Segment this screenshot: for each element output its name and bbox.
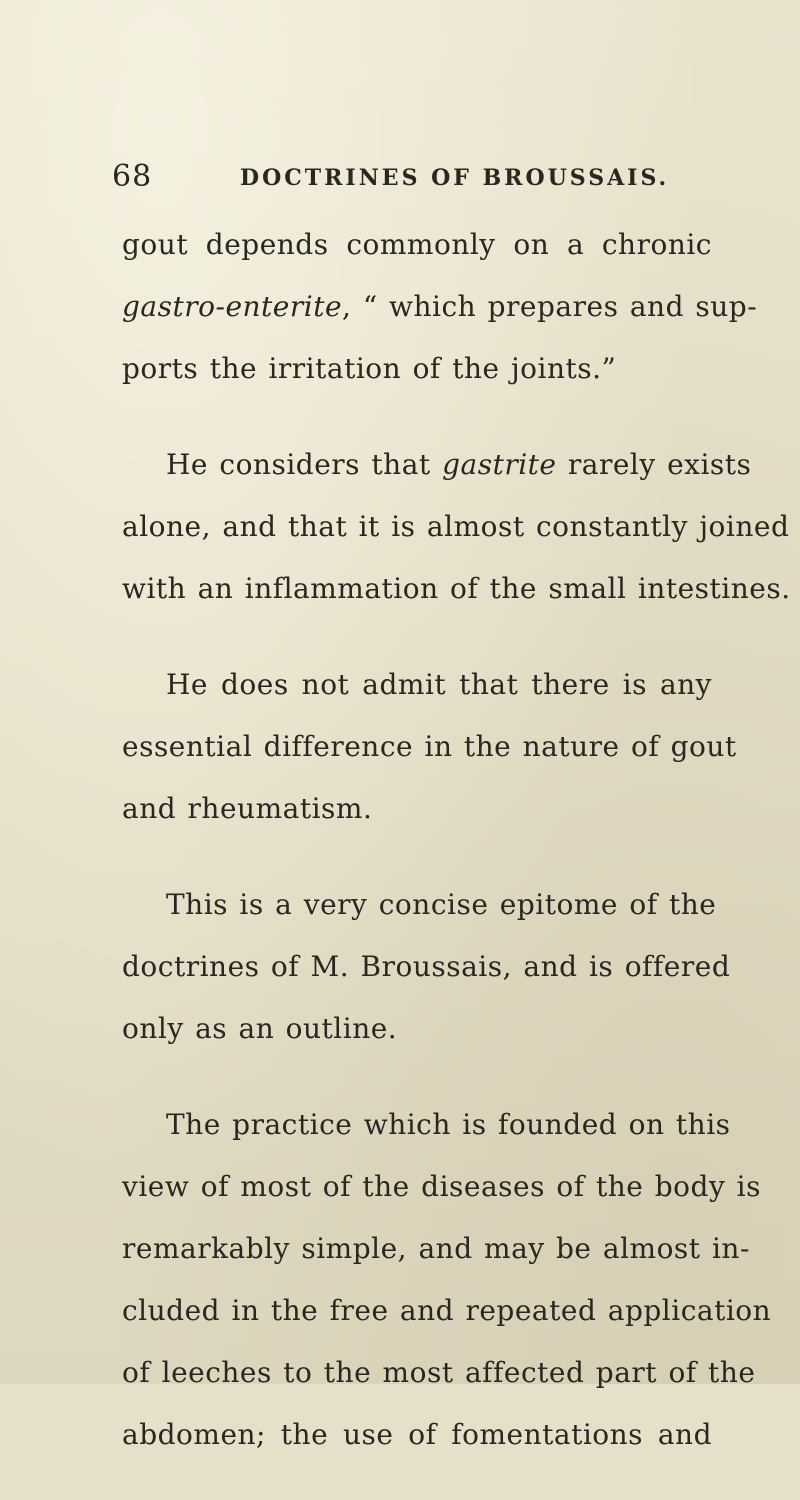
paragraph-4 <box>122 874 731 1060</box>
text-line: The practice which is founded on this <box>166 1108 731 1141</box>
text-line: gastro-enterite, “ which prepares and sup- <box>122 290 758 323</box>
text-line: cluded in the free and repeated application <box>122 1294 772 1327</box>
paragraph-2 <box>122 434 791 620</box>
italic-term: gastrite <box>442 448 557 481</box>
text-line: view of most of the diseases of the body is <box>122 1170 761 1203</box>
text-line: ports the irritation of the joints.” <box>122 352 617 385</box>
paragraph-3 <box>122 654 737 840</box>
text-line: of leeches to the most affected part of the <box>122 1356 756 1389</box>
text-line: and rheumatism. <box>122 792 373 825</box>
text-line: essential difference in the nature of gout <box>122 730 737 763</box>
body-text <box>122 214 791 1500</box>
text-line: with an inflammation of the small intestines. <box>122 572 791 605</box>
page-number: 68 <box>112 159 153 194</box>
text-line: remarkably simple, and may be almost in- <box>122 1232 750 1265</box>
paragraph-5 <box>122 1094 772 1466</box>
text-line: doctrines of M. Broussais, and is offered <box>122 950 731 983</box>
text-line: He does not admit that there is any <box>166 668 712 701</box>
text-line: gout depends commonly on a chronic <box>122 228 712 261</box>
page-header <box>0 157 800 197</box>
paragraph-1 <box>122 214 758 400</box>
italic-term: gastro-enterite <box>122 290 343 323</box>
running-head: DOCTRINES OF BROUSSAIS. <box>240 165 670 191</box>
text-line: abdomen; the use of fomentations and <box>122 1418 712 1451</box>
text-line: alone, and that it is almost constantly joined <box>122 510 790 543</box>
text-line: This is a very concise epitome of the <box>166 888 717 921</box>
text-line: He considers that gastrite rarely exists <box>166 448 752 481</box>
text-line: only as an outline. <box>122 1012 398 1045</box>
